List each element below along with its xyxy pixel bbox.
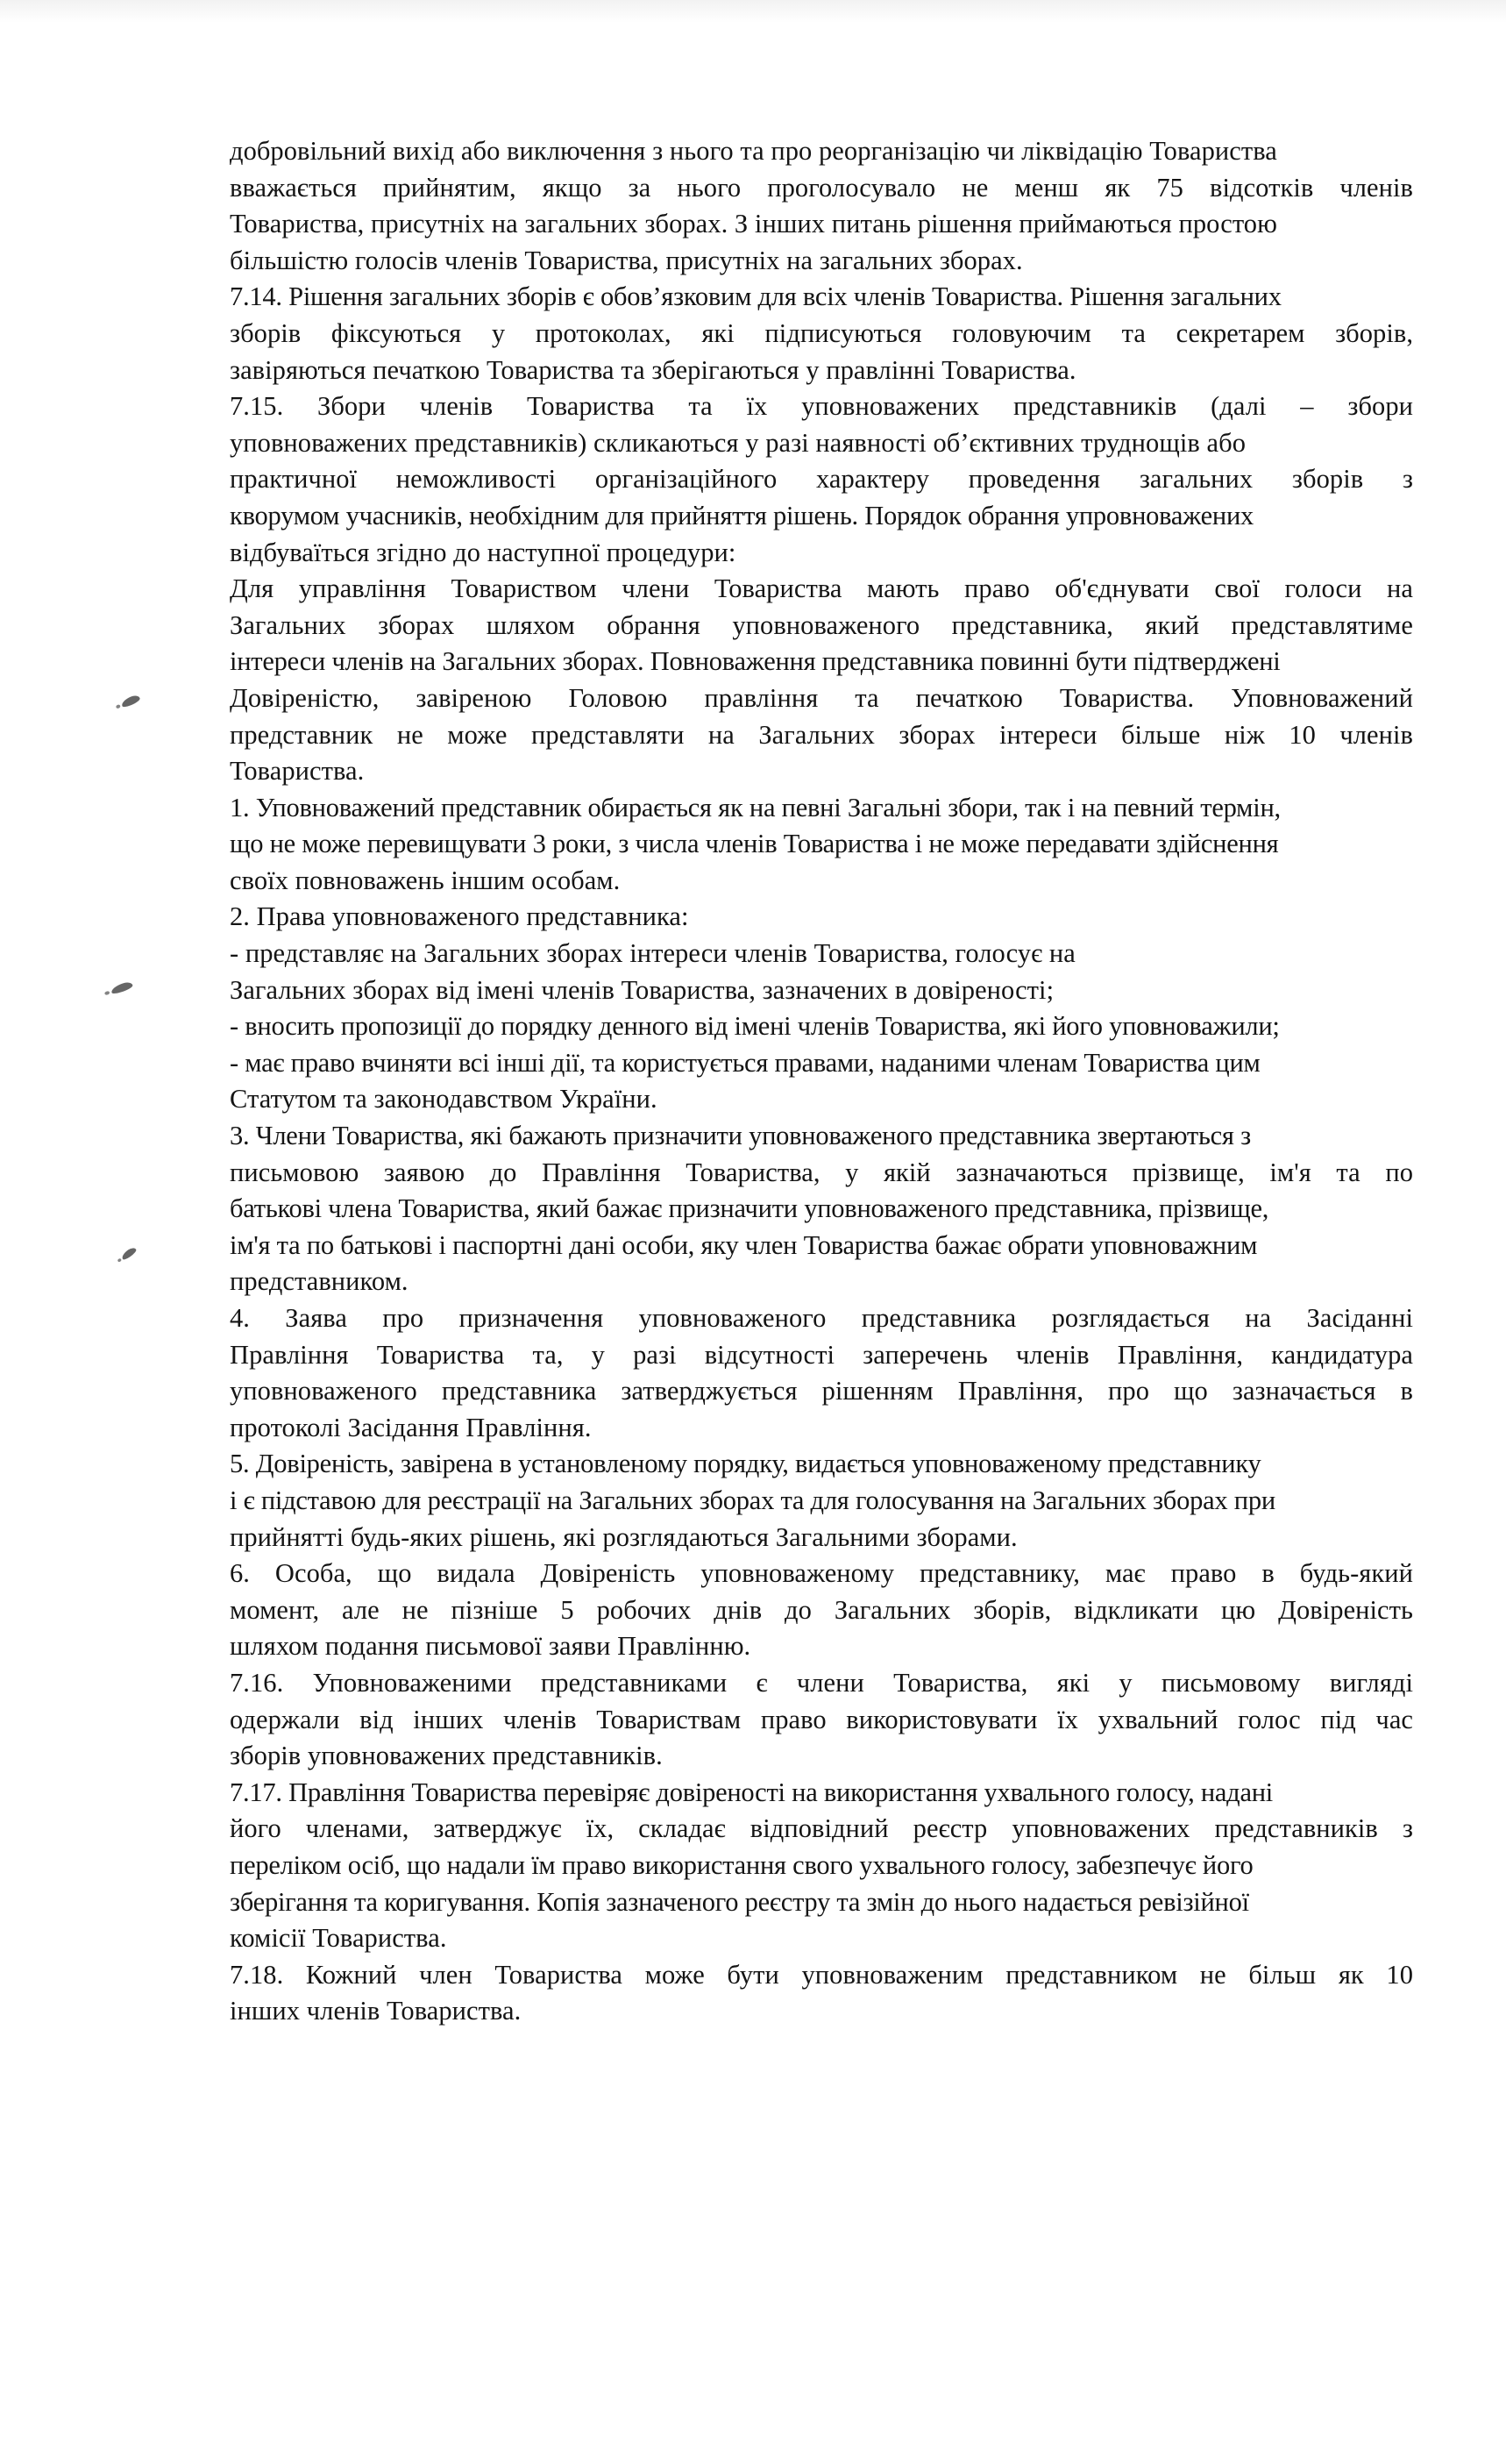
text-line: Статутом та законодавством України. — [230, 1084, 657, 1114]
text-line: 7.15. Збори членів Товариства та їх уповноважених представників (далі – збори — [230, 391, 1413, 422]
text-line: зберігання та коригування. Копія зазначеного реєстру та змін до нього надається ревізійної — [230, 1886, 1249, 1917]
text-line: Загальних зборах від імені членів Товариства, зазначених в довіреності; — [230, 974, 1055, 1005]
text-line: Товариства, присутніх на загальних зборах. З інших питань рішення приймаються простою — [230, 209, 1277, 239]
text-line: Правління Товариства та, у разі відсутності заперечень членів Правління, кандидатура — [230, 1339, 1413, 1370]
text-line: Для управління Товариством члени Товариства мають право об'єднувати свої голоси на — [230, 573, 1413, 604]
text-line: і є підставою для реєстрації на Загальних зборах та для голосування на Загальних зборах при — [230, 1485, 1275, 1515]
scan-top-edge-shadow — [0, 0, 1506, 23]
text-line: одержали від інших членів Товариствам право використовувати їх ухвальний голос під час — [230, 1704, 1413, 1734]
text-line: шляхом подання письмової заяви Правлінню. — [230, 1631, 751, 1662]
text-line: переліком осіб, що надали їм право використання свого ухвального голосу, забезпечує його — [230, 1849, 1254, 1880]
text-line: 7.17. Правління Товариства перевіряє довіреності на використання ухвального голосу, надані — [230, 1777, 1274, 1807]
scan-artifact-mark — [120, 694, 141, 709]
text-line: зборів уповноважених представників. — [230, 1741, 663, 1771]
text-line: уповноважених представників) скликаються у разі наявності об’єктивних труднощів або — [230, 427, 1246, 458]
text-line: 3. Члени Товариства, які бажають призначити уповноваженого представника звертаються з — [230, 1121, 1251, 1151]
text-line: 1. Уповноважений представник обирається як на певні Загальні збори, так і на певний термін, — [230, 792, 1281, 823]
text-line: кворумом учасників, необхідним для прийняття рішень. Порядок обрання упровноважених — [230, 500, 1254, 531]
text-line: вважається прийнятим, якщо за нього проголосувало не менш як 75 відсотків членів — [230, 172, 1413, 203]
text-line: Загальних зборах шляхом обрання уповноваженого представника, який представлятиме — [230, 609, 1413, 640]
text-line: 4. Заява про призначення уповноваженого представника розглядається на Засіданні — [230, 1303, 1413, 1333]
text-line: 7.16. Уповноваженими представниками є члени Товариства, які у письмовому вигляді — [230, 1667, 1413, 1698]
text-line: добровільний вихід або виключення з нього та про реорганізацію чи ліквідацію Товариства — [230, 136, 1277, 166]
text-line: відбуваїться згідно до наступної процедури: — [230, 537, 736, 567]
text-line: його членами, затверджує їх, складає відповідний реєстр уповноважених представників з — [230, 1813, 1413, 1844]
text-line: 7.14. Рішення загальних зборів є обов’язковим для всіх членів Товариства. Рішення загальних — [230, 281, 1282, 312]
document-text-body — [230, 133, 1413, 2030]
text-line: прийнятті будь-яких рішень, які розглядаються Загальними зборами. — [230, 1521, 1018, 1552]
text-line: інших членів Товариства. — [230, 1996, 522, 2026]
scan-artifact-mark — [120, 1246, 138, 1261]
text-line: представником. — [230, 1266, 408, 1297]
text-line: Товариства. — [230, 756, 365, 787]
text-line: батькові члена Товариства, який бажає призначити уповноваженого представника, прізвище, — [230, 1193, 1269, 1224]
text-line: протоколі Засідання Правління. — [230, 1412, 592, 1442]
text-line: інтереси членів на Загальних зборах. Повноваження представника повинні бути підтверджені — [230, 646, 1281, 677]
text-line: ім'я та по батькові і паспортні дані особи, яку член Товариства бажає обрати уповноважним — [230, 1229, 1258, 1260]
text-line: уповноваженого представника затверджується рішенням Правління, про що зазначається в — [230, 1376, 1413, 1406]
text-line: 2. Права уповноваженого представника: — [230, 901, 689, 932]
text-line: 5. Довіреність, завірена в установленому порядку, видається уповноваженому представнику — [230, 1449, 1261, 1479]
text-line: завіряються печаткою Товариства та зберігаються у правлінні Товариства. — [230, 354, 1076, 385]
text-line: своїх повноважень іншим особам. — [230, 865, 621, 895]
text-line: - представляє на Загальних зборах інтереси членів Товариства, голосує на — [230, 938, 1076, 969]
text-line: що не може перевищувати 3 роки, з числа членів Товариства і не може передавати здійснення — [230, 829, 1279, 859]
text-line: - має право вчиняти всі інші дії, та користується правами, наданими членам Товариства цим — [230, 1047, 1261, 1078]
text-line: представник не може представляти на Загальних зборах інтереси більше ніж 10 членів — [230, 719, 1413, 750]
text-line: комісії Товариства. — [230, 1923, 447, 1954]
text-line: зборів фіксуються у протоколах, які підписуються головуючим та секретарем зборів, — [230, 317, 1413, 348]
text-line: письмовою заявою до Правління Товариства, у якій зазначаються прізвище, ім'я та по — [230, 1157, 1413, 1187]
text-line: більшістю голосів членів Товариства, присутніх на загальних зборах. — [230, 245, 1023, 275]
text-line: 7.18. Кожний член Товариства може бути уповноваженим представником не більш як 10 — [230, 1959, 1413, 1990]
text-line: - вносить пропозиції до порядку денного від імені членів Товариства, які його уповноважили; — [230, 1011, 1280, 1042]
text-line: 6. Особа, що видала Довіреність уповноваженому представнику, має право в будь-який — [230, 1558, 1413, 1589]
text-line: Довіреністю, завіреною Головою правління та печаткою Товариства. Уповноважений — [230, 682, 1413, 713]
scan-artifact-mark — [110, 980, 134, 994]
text-line: практичної неможливості організаційного характеру проведення загальних зборів з — [230, 464, 1413, 495]
text-line: момент, але не пізніше 5 робочих днів до Загальних зборів, відкликати цю Довіреність — [230, 1594, 1413, 1625]
